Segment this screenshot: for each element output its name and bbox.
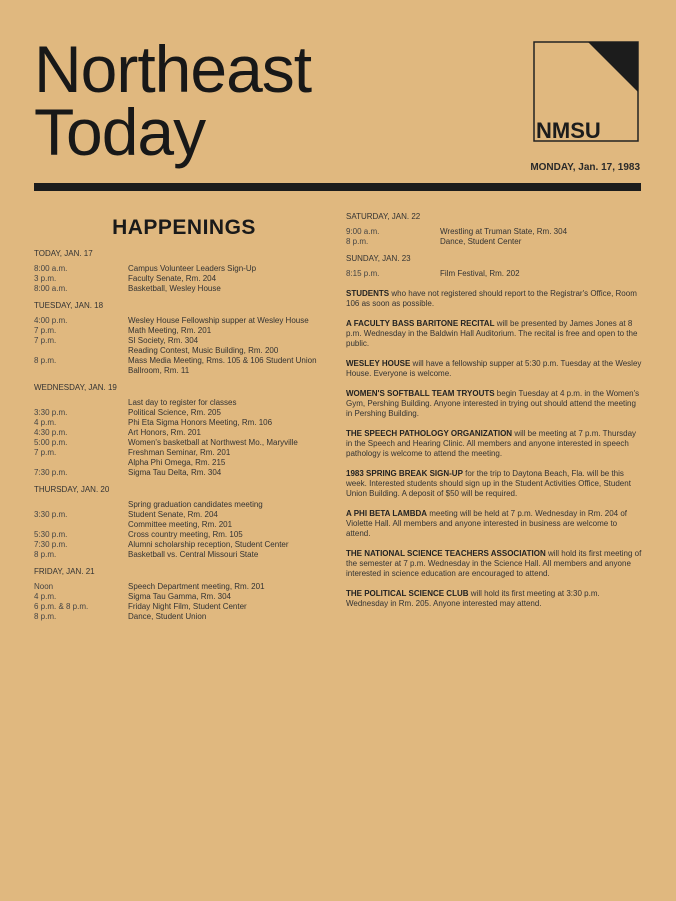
- event-time: 8 p.m.: [346, 237, 369, 246]
- day-heading: TUESDAY, JAN. 18: [34, 301, 104, 310]
- event-time: 8 p.m.: [34, 550, 57, 559]
- notice-body: will be meeting at 7 p.m. Thursday in the Speech and Hearing Clinic. All members and anyone interested in speech pathology is welcome to attend the meeting.: [346, 429, 637, 458]
- event-row: [34, 264, 334, 274]
- notice-body: begin Tuesday at 4 p.m. in the Women's Gym, Pershing Building. Anyone interested in trying out should attend the meeting in Pershing Building.: [346, 389, 640, 418]
- notice-body: will be presented by James Jones at 8 p.m. Wednesday in the Baldwin Hall Auditorium. The recital is free and open to the public.: [346, 319, 638, 348]
- event-description: Committee meeting, Rm. 201: [128, 520, 233, 529]
- notice-heading: THE POLITICAL SCIENCE CLUB: [346, 589, 469, 598]
- event-time: 4 p.m.: [34, 592, 57, 601]
- notice-heading: THE SPEECH PATHOLOGY ORGANIZATION: [346, 429, 513, 438]
- event-row: [346, 227, 642, 237]
- left-column: [34, 205, 334, 622]
- event-row: [34, 438, 334, 448]
- event-time: 8 p.m.: [34, 356, 57, 365]
- event-time: 7 p.m.: [34, 326, 57, 335]
- event-description: Speech Department meeting, Rm. 201: [128, 582, 265, 591]
- event-time: 4 p.m.: [34, 418, 57, 427]
- event-description: Friday Night Film, Student Center: [128, 602, 247, 611]
- event-row: [34, 510, 334, 520]
- event-time: 8:00 a.m.: [34, 264, 68, 273]
- notice-body: for the trip to Daytona Beach, Fla. will be this week. Interested students should sign up in the Student Activities Office, Student Union Building. A deposit of $50 will be required.: [346, 469, 631, 498]
- day-heading: FRIDAY, JAN. 21: [34, 567, 95, 576]
- event-row: [34, 316, 334, 326]
- event-row: [34, 408, 334, 418]
- event-description: Wrestling at Truman State, Rm. 304: [440, 227, 568, 236]
- event-row: [34, 458, 334, 468]
- event-description: Mass Media Meeting, Rms. 105 & 106 Student Union Ballroom, Rm. 11: [128, 356, 317, 375]
- notice-body: will hold its first meeting of the semester at 7 p.m. Wednesday in the Science Hall. All members and anyone interested in science education are encouraged to attend.: [346, 549, 642, 578]
- event-row: [34, 398, 334, 408]
- notice-heading: A FACULTY BASS BARITONE RECITAL: [346, 319, 495, 328]
- event-time: 8:15 p.m.: [346, 269, 380, 278]
- nmsu-logo: [532, 40, 640, 143]
- right-column: [346, 205, 642, 609]
- event-description: Art Honors, Rm. 201: [128, 428, 201, 437]
- event-description: Reading Contest, Music Building, Rm. 200: [128, 346, 279, 355]
- event-description: Alpha Phi Omega, Rm. 215: [128, 458, 226, 467]
- left-calendar: [34, 249, 334, 622]
- notices-list: [346, 289, 642, 609]
- notice-heading: A PHI BETA LAMBDA: [346, 509, 428, 518]
- event-description: Dance, Student Union: [128, 612, 207, 621]
- event-description: Cross country meeting, Rm. 105: [128, 530, 243, 539]
- event-description: Math Meeting, Rm. 201: [128, 326, 212, 335]
- event-description: Student Senate, Rm. 204: [128, 510, 218, 519]
- notice-heading: WOMEN'S SOFTBALL TEAM TRYOUTS: [346, 389, 495, 398]
- notice-item: [346, 359, 642, 379]
- event-row: [34, 284, 334, 294]
- event-description: Film Festival, Rm. 202: [440, 269, 520, 278]
- event-row: [34, 520, 334, 530]
- masthead-line-2: Today: [34, 95, 206, 169]
- event-time: 9:00 a.m.: [346, 227, 380, 236]
- event-description: Freshman Seminar, Rm. 201: [128, 448, 231, 457]
- event-description: Alumni scholarship reception, Student Center: [128, 540, 289, 549]
- event-row: [34, 602, 334, 612]
- event-row: [34, 540, 334, 550]
- event-row: [34, 418, 334, 428]
- event-time: 7 p.m.: [34, 448, 57, 457]
- event-time: 4:00 p.m.: [34, 316, 68, 325]
- event-time: 7:30 p.m.: [34, 468, 68, 477]
- event-description: Faculty Senate, Rm. 204: [128, 274, 217, 283]
- event-time: [34, 398, 128, 408]
- event-row: [346, 237, 642, 247]
- notice-item: [346, 589, 642, 609]
- event-row: [346, 269, 642, 279]
- event-row: [34, 326, 334, 336]
- day-heading: THURSDAY, JAN. 20: [34, 485, 110, 494]
- event-time: 7 p.m.: [34, 336, 57, 345]
- event-time: [34, 458, 128, 468]
- notice-item: [346, 429, 642, 459]
- event-time: 8 p.m.: [34, 612, 57, 621]
- event-description: Phi Eta Sigma Honors Meeting, Rm. 106: [128, 418, 273, 427]
- event-row: [34, 500, 334, 510]
- event-time: Noon: [34, 582, 54, 591]
- event-row: [34, 274, 334, 284]
- event-description: Dance, Student Center: [440, 237, 522, 246]
- section-title: HAPPENINGS: [112, 216, 256, 239]
- event-row: [34, 530, 334, 540]
- event-description: Spring graduation candidates meeting: [128, 500, 263, 509]
- notice-heading: THE NATIONAL SCIENCE TEACHERS ASSOCIATION: [346, 549, 546, 558]
- event-time: 3:30 p.m.: [34, 408, 68, 417]
- notice-heading: WESLEY HOUSE: [346, 359, 411, 368]
- notice-item: [346, 319, 642, 349]
- day-heading: SATURDAY, JAN. 22: [346, 212, 421, 221]
- event-description: Sigma Tau Delta, Rm. 304: [128, 468, 222, 477]
- event-row: [34, 592, 334, 602]
- event-row: [34, 582, 334, 592]
- masthead-rule: [34, 183, 641, 191]
- day-heading: TODAY, JAN. 17: [34, 249, 93, 258]
- right-calendar: [346, 212, 642, 279]
- event-time: 6 p.m. & 8 p.m.: [34, 602, 89, 611]
- masthead-line-1: Northeast: [34, 32, 312, 106]
- event-row: [34, 550, 334, 560]
- notice-item: [346, 469, 642, 499]
- event-time: [34, 500, 128, 510]
- notice-item: [346, 549, 642, 579]
- notice-item: [346, 509, 642, 539]
- event-time: 4:30 p.m.: [34, 428, 68, 437]
- event-description: Wesley House Fellowship supper at Wesley House: [128, 316, 309, 325]
- event-time: 8:00 a.m.: [34, 284, 68, 293]
- notice-heading: STUDENTS: [346, 289, 390, 298]
- notice-body: meeting will be held at 7 p.m. Wednesday in Rm. 204 of Violette Hall. All members and anyone interested in business are welcome to attend.: [346, 509, 627, 538]
- event-description: SI Society, Rm. 304: [128, 336, 199, 345]
- event-description: Campus Volunteer Leaders Sign-Up: [128, 264, 257, 273]
- event-time: 5:30 p.m.: [34, 530, 68, 539]
- day-heading: WEDNESDAY, JAN. 19: [34, 383, 117, 392]
- event-row: [34, 612, 334, 622]
- notice-item: [346, 289, 642, 309]
- event-row: [34, 346, 334, 356]
- event-time: [34, 520, 128, 530]
- event-row: [34, 336, 334, 346]
- logo-text: NMSU: [536, 118, 601, 143]
- event-description: Sigma Tau Gamma, Rm. 304: [128, 592, 232, 601]
- notice-heading: 1983 SPRING BREAK SIGN-UP: [346, 469, 463, 478]
- issue-date: MONDAY, Jan. 17, 1983: [530, 162, 640, 173]
- event-time: 3:30 p.m.: [34, 510, 68, 519]
- notice-body: who have not registered should report to the Registrar's Office, Room 106 as soon as possible.: [346, 289, 637, 308]
- event-row: [34, 468, 334, 478]
- event-description: Basketball, Wesley House: [128, 284, 221, 293]
- masthead-title: [34, 32, 312, 169]
- event-row: [34, 428, 334, 438]
- event-description: Basketball vs. Central Missouri State: [128, 550, 259, 559]
- event-time: 5:00 p.m.: [34, 438, 68, 447]
- event-time: 3 p.m.: [34, 274, 57, 283]
- event-description: Women's basketball at Northwest Mo., Maryville: [128, 438, 298, 447]
- notice-body: will have a fellowship supper at 5:30 p.m. Tuesday at the Wesley House. Everyone is welcome.: [346, 359, 642, 378]
- notice-body: will hold its first meeting at 3:30 p.m. Wednesday in Rm. 205. Anyone interested may attend.: [346, 589, 600, 608]
- event-time: 7:30 p.m.: [34, 540, 68, 549]
- day-heading: SUNDAY, JAN. 23: [346, 254, 411, 263]
- notice-item: [346, 389, 642, 419]
- event-description: Last day to register for classes: [128, 398, 237, 407]
- event-description: Political Science, Rm. 205: [128, 408, 221, 417]
- event-row: [34, 356, 334, 376]
- event-time: [34, 346, 128, 356]
- event-row: [34, 448, 334, 458]
